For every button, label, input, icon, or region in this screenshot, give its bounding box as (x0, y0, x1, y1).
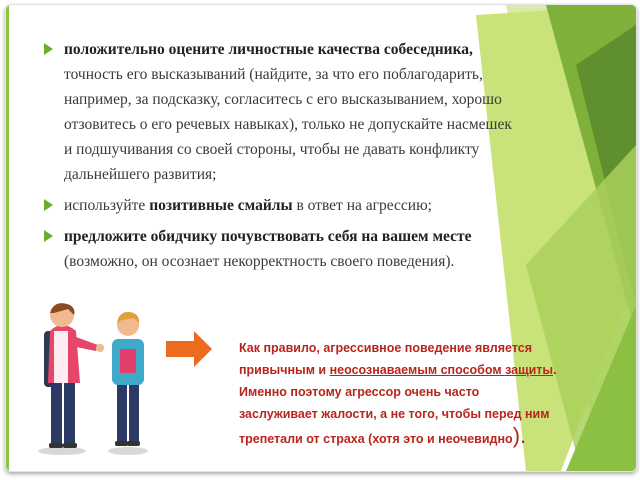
bullet-list (42, 37, 512, 274)
orange-right-arrow-icon (166, 331, 214, 367)
slide (5, 4, 637, 472)
person-left (38, 303, 104, 455)
green-triangle-bullet-icon (44, 230, 53, 242)
note-part-2: . Именно поэтому агрессор очень часто заслуживает жалости, а не того, чтобы перед ним трепетали от страха (хотя это и неочевидно (239, 363, 557, 446)
green-triangle-bullet-icon (44, 199, 53, 211)
note-closing: ). (512, 423, 527, 448)
bullet-2-text: в ответ на агрессию; (292, 197, 432, 214)
bullet-item-1 (42, 37, 512, 187)
bullet-3-bold: предложите обидчику почувствовать себя на вашем месте (64, 228, 472, 245)
bullet-item-2 (42, 193, 512, 218)
two-people-talking-illustration (24, 301, 164, 461)
note-text (239, 337, 559, 450)
bullet-item-3 (42, 224, 512, 274)
bullet-2-pre: используйте (64, 197, 150, 214)
bullet-2-bold: позитивные смайлы (149, 197, 293, 214)
bullet-1-text: точность его высказываний (найдите, за что его поблагодарить, например, за подсказку, согласитесь с его высказыванием, хорошо отзовитесь о его речевых навыках), только не допускайте насмешек и подшучивания со своей стороны, чтобы не давать конфликту дальнейшего развития; (64, 66, 512, 183)
left-accent-stripe (6, 5, 9, 471)
bullet-1-bold: положительно оцените личностные качества собеседника, (64, 41, 473, 58)
note-underlined: неосознаваемым способом защиты (329, 363, 554, 377)
note-part-1: Как правило, агрессивное поведение является привычным и (239, 341, 533, 377)
bullet-3-text: (возможно, он осознает некорректность своего поведения). (64, 253, 455, 270)
green-triangle-bullet-icon (44, 43, 53, 55)
person-right (108, 312, 148, 455)
